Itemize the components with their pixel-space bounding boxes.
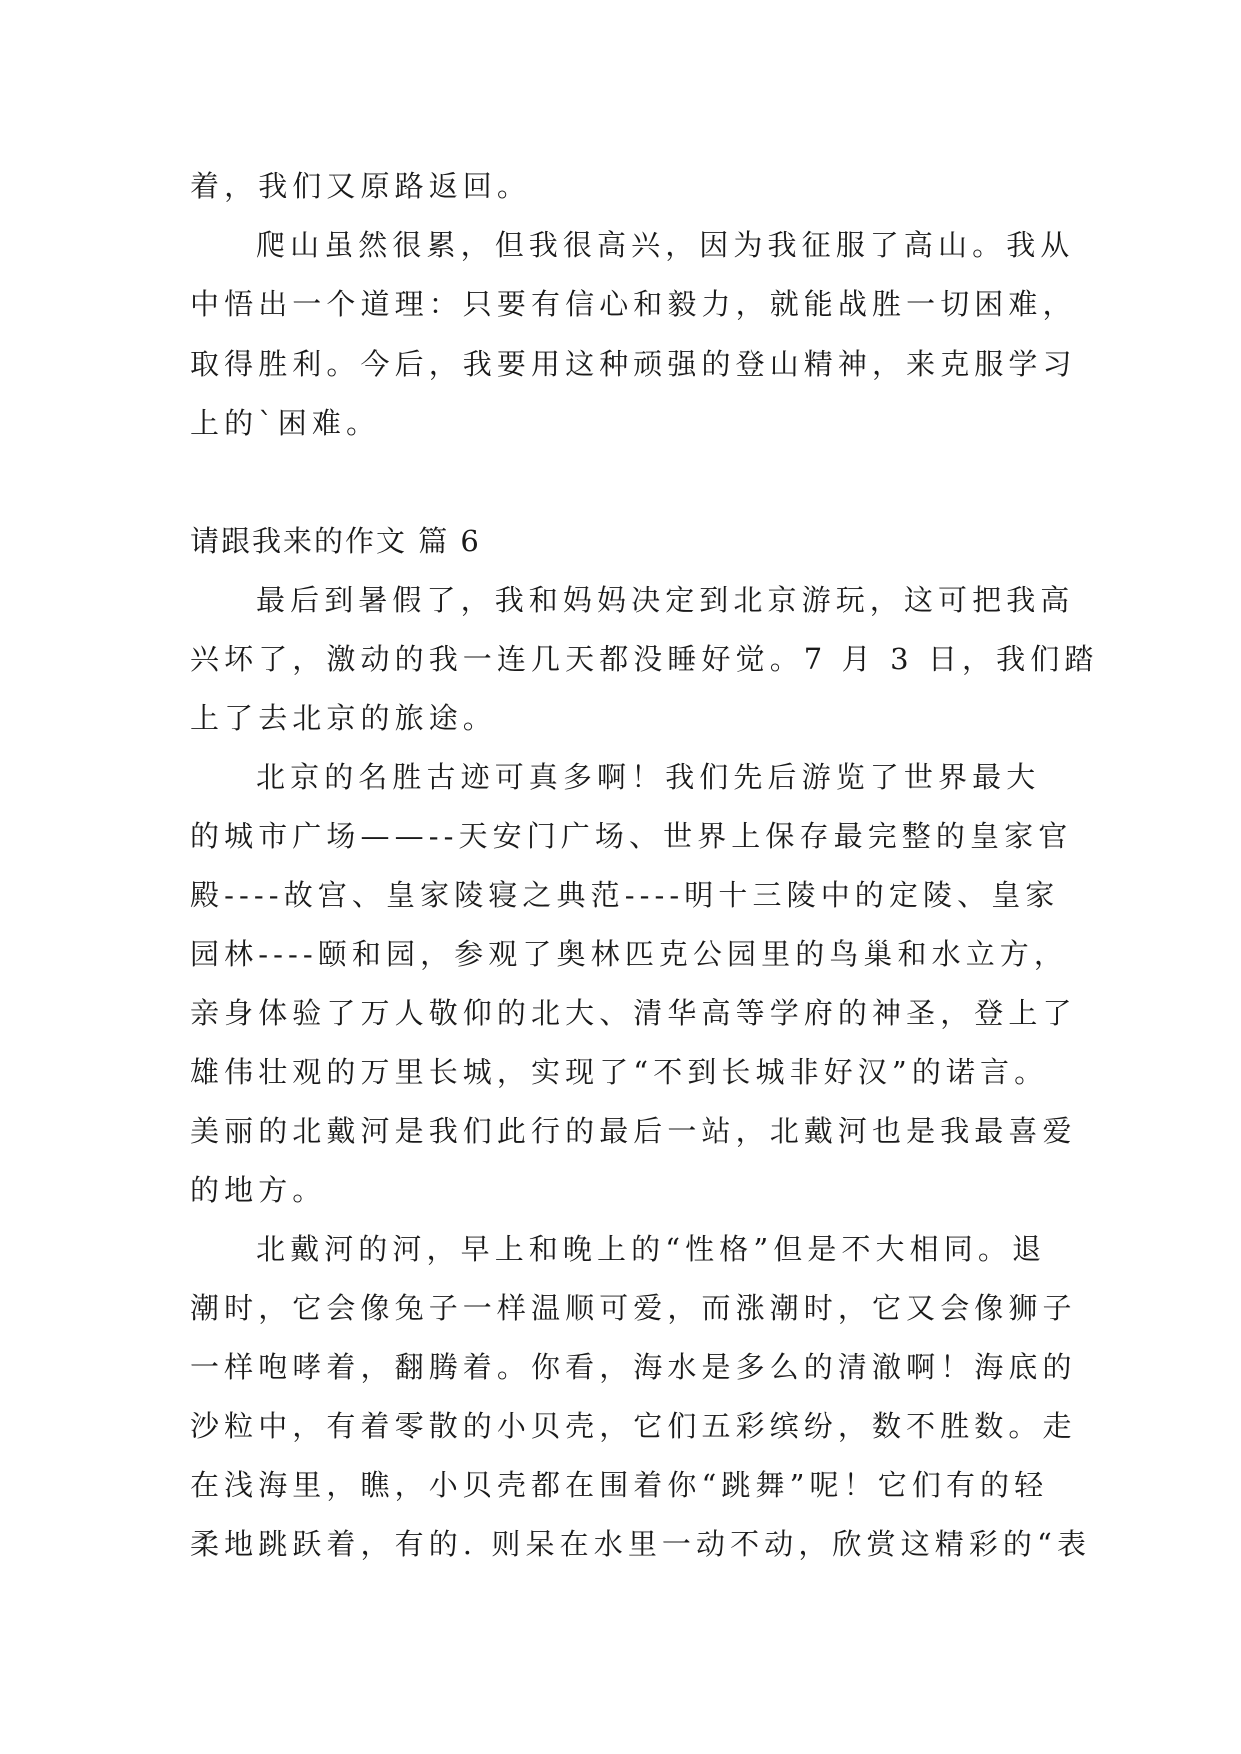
text-line: 兴坏了，激动的我一连几天都没睡好觉。7 月 3 日，我们踏 — [190, 642, 1099, 676]
text-line: 在浅海里，瞧，小贝壳都在围着你“跳舞”呢！它们有的轻 — [190, 1468, 1049, 1502]
text-line: 沙粒中，有着零散的小贝壳，它们五彩缤纷，数不胜数。走 — [190, 1409, 1077, 1443]
text-line: 潮时，它会像兔子一样温顺可爱，而涨潮时，它又会像狮子 — [190, 1291, 1077, 1325]
text-line: 殿----故宫、皇家陵寝之典范----明十三陵中的定陵、皇家 — [190, 878, 1060, 912]
text-line: 中悟出一个道理：只要有信心和毅力，就能战胜一切困难， — [190, 287, 1077, 321]
text-line: 上了去北京的旅途。 — [190, 701, 497, 735]
text-line: 雄伟壮观的万里长城，实现了“不到长城非好汉”的诺言。 — [190, 1055, 1049, 1089]
text-line: 的地方。 — [190, 1173, 327, 1207]
text-line: 取得胜利。今后，我要用这种顽强的登山精神，来克服学习 — [190, 347, 1077, 381]
text-line: 上的`困难。 — [190, 406, 381, 440]
text-line: 着，我们又原路返回。 — [190, 169, 532, 203]
text-line: 美丽的北戴河是我们此行的最后一站，北戴河也是我最喜爱 — [190, 1114, 1077, 1148]
text-line: 园林----颐和园，参观了奥林匹克公园里的鸟巢和水立方， — [190, 937, 1068, 971]
text-line: 柔地跳跃着，有的. 则呆在水里一动不动，欣赏这精彩的“表 — [190, 1527, 1092, 1561]
text-line: 的城市广场——--天安门广场、世界上保存最完整的皇家官 — [190, 819, 1073, 853]
section-heading: 请跟我来的作文 篇 6 — [190, 524, 481, 558]
paragraph-start-line: 北戴河的河，早上和晚上的“性格”但是不大相同。退 — [256, 1232, 1047, 1266]
text-line: 一样咆哮着，翻腾着。你看，海水是多么的清澈啊！海底的 — [190, 1350, 1077, 1384]
paragraph-start-line: 最后到暑假了，我和妈妈决定到北京游玩，这可把我高 — [256, 583, 1075, 617]
text-line: 亲身体验了万人敬仰的北大、清华高等学府的神圣，登上了 — [190, 996, 1077, 1030]
paragraph-start-line: 北京的名胜古迹可真多啊！我们先后游览了世界最大 — [256, 760, 1041, 794]
paragraph-start-line: 爬山虽然很累，但我很高兴，因为我征服了高山。我从 — [256, 228, 1075, 262]
